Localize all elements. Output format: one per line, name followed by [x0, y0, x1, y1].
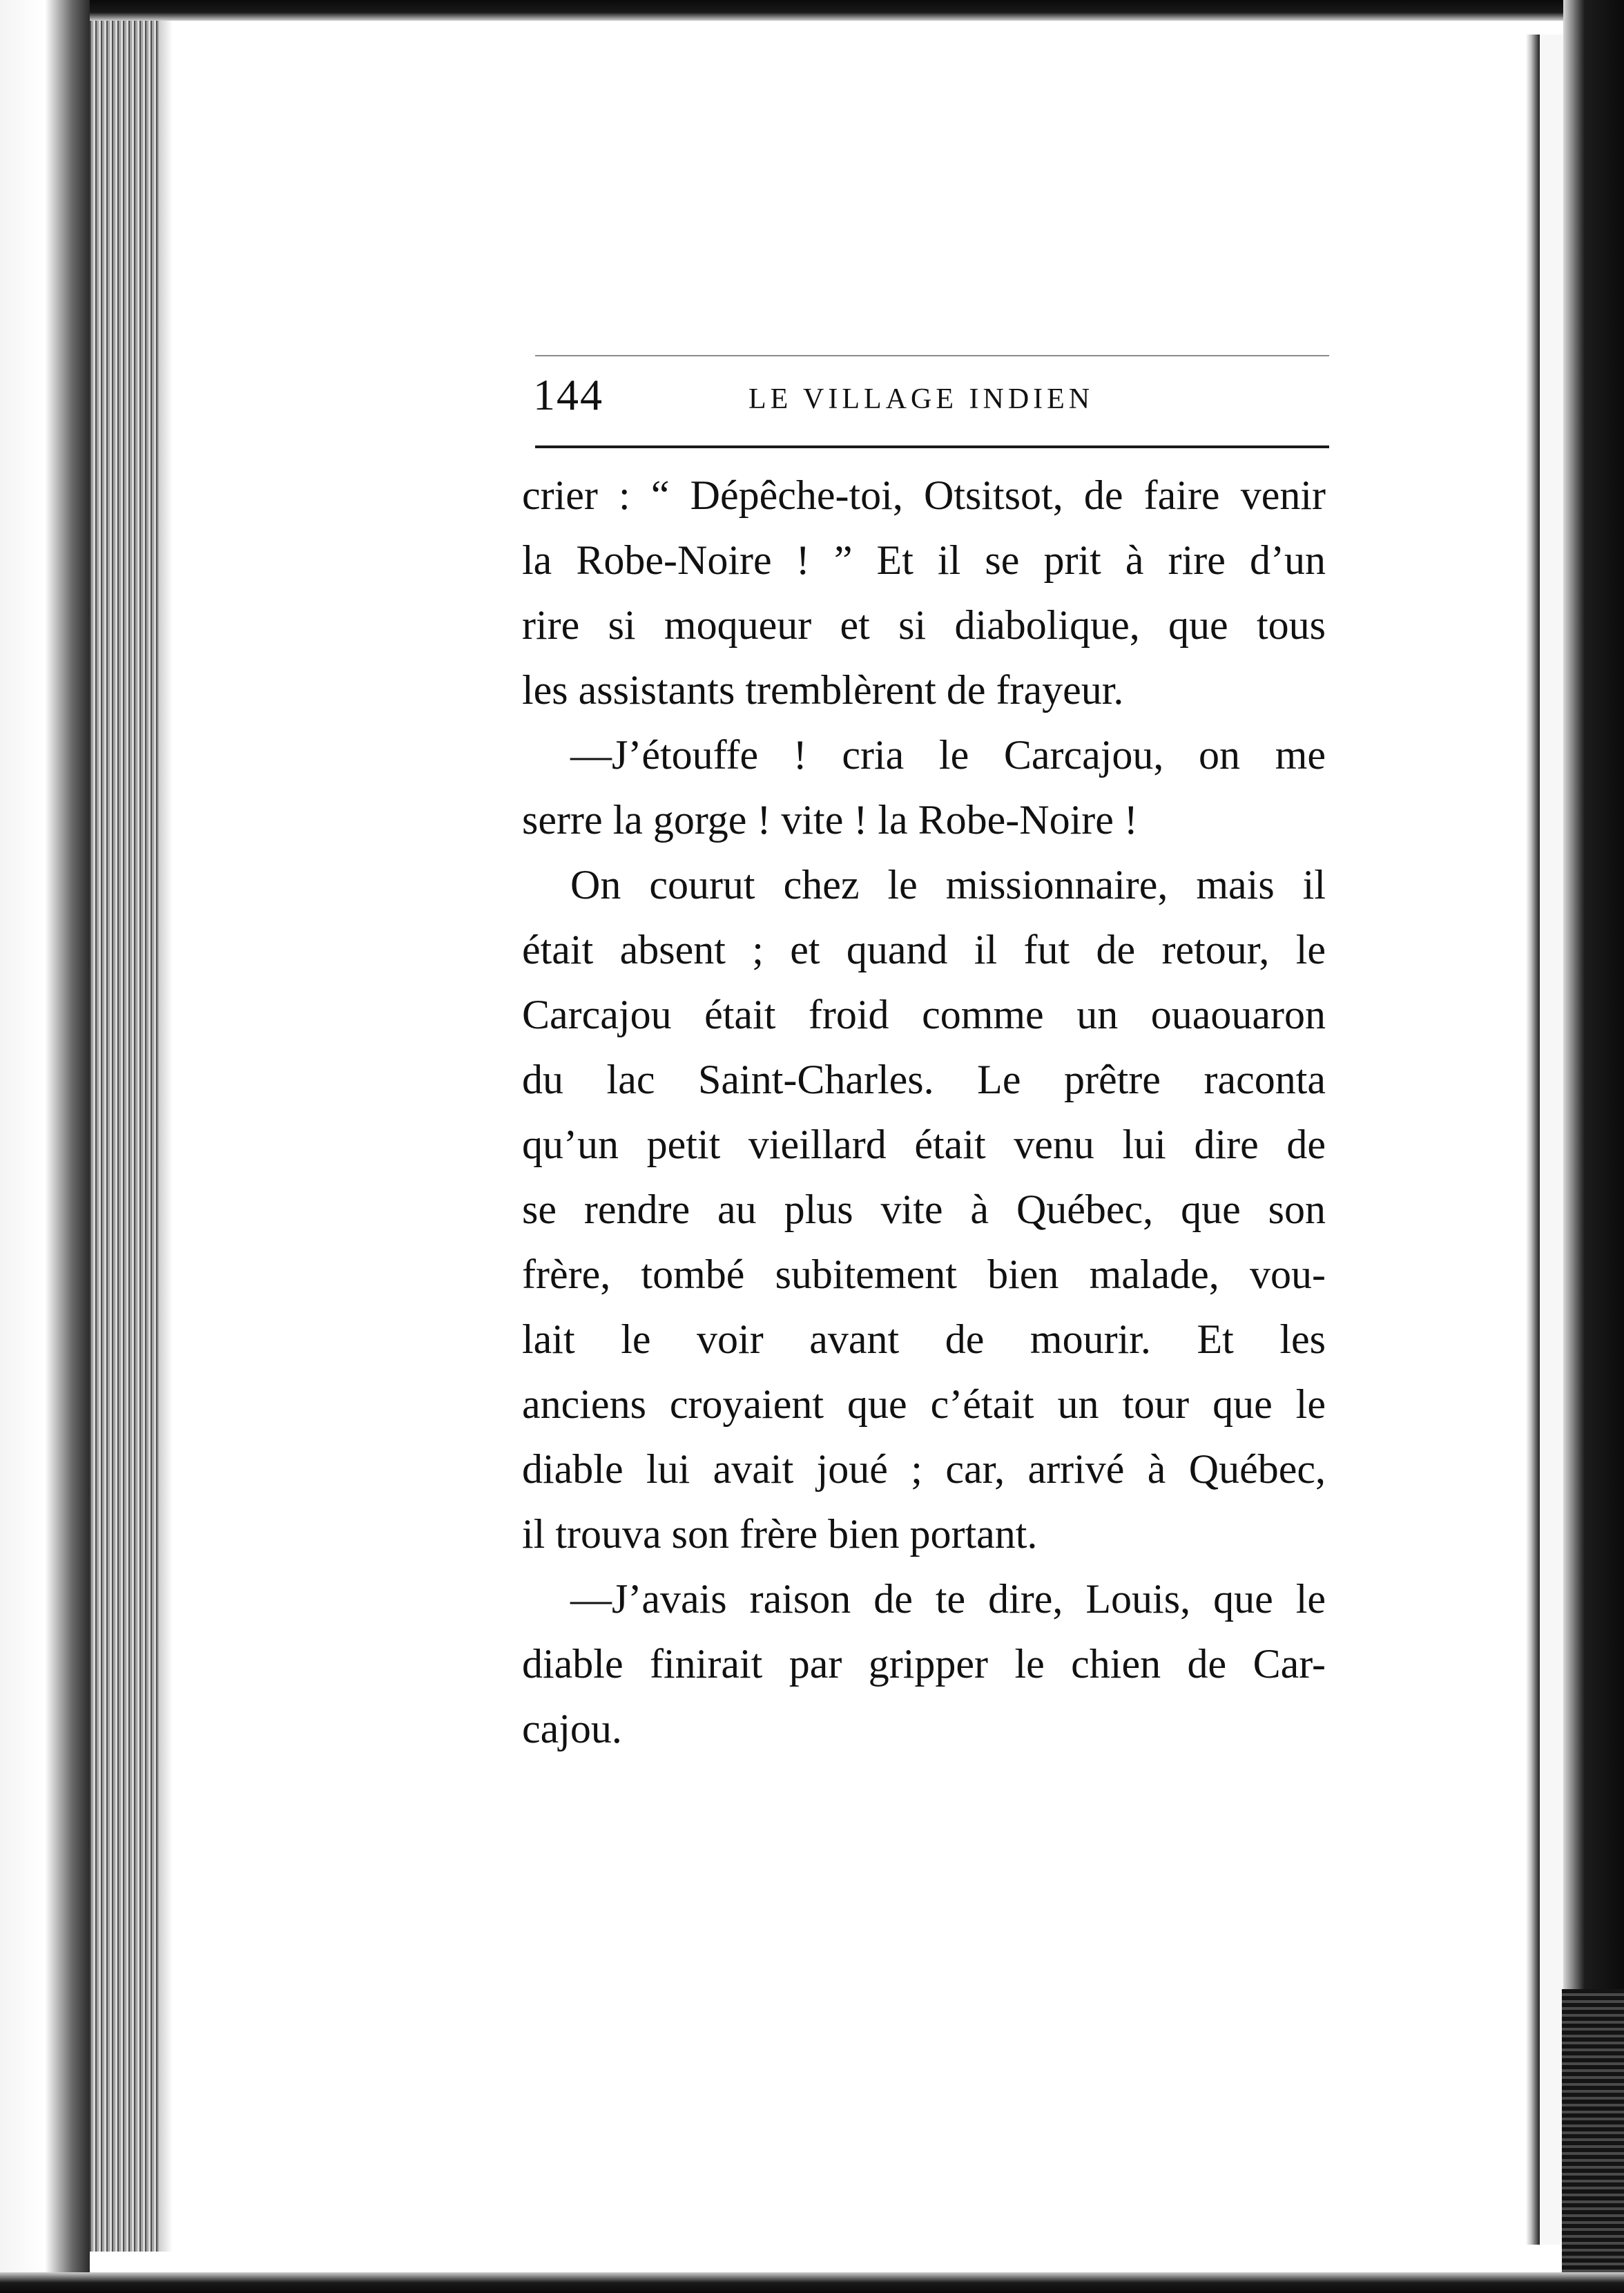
text-line: On courut chez le missionnaire, mais il	[570, 862, 1326, 908]
text-line: était absent ; et quand il fut de retour, le	[522, 927, 1326, 972]
text-line: diable lui avait joué ; car, arrivé à Québec,	[522, 1446, 1326, 1492]
text-line: diable finirait par gripper le chien de Car-	[522, 1641, 1326, 1687]
text-line: la Robe-Noire ! ” Et il se prit à rire d’un	[522, 537, 1326, 583]
text-line: crier : “ Dépêche-toi, Otsitsot, de faire venir	[522, 472, 1326, 518]
text-line: qu’un petit vieillard était venu lui dire de	[522, 1122, 1326, 1167]
binding-shadow	[1526, 35, 1540, 2245]
text-line: frère, tombé subitement bien malade, vou-	[522, 1251, 1326, 1297]
scan-border-left	[0, 0, 90, 2293]
header-rule-top	[535, 355, 1329, 356]
text-line: il trouva son frère bien portant.	[522, 1511, 1038, 1557]
text-line: cajou.	[522, 1706, 622, 1752]
text-line: rire si moqueur et si diabolique, que tous	[522, 602, 1326, 648]
page-number: 144	[533, 370, 603, 419]
facing-page-edge	[1563, 0, 1624, 2293]
text-line: se rendre au plus vite à Québec, que son	[522, 1187, 1326, 1232]
text-line: lait le voir avant de mourir. Et les	[522, 1316, 1326, 1362]
scan-border-top	[0, 0, 1624, 21]
text-line: anciens croyaient que c’était un tour que le	[522, 1381, 1326, 1427]
text-line: du lac Saint-Charles. Le prêtre raconta	[522, 1057, 1326, 1102]
text-line: serre la gorge ! vite ! la Robe-Noire !	[522, 797, 1138, 843]
text-line: —J’étouffe ! cria le Carcajou, on me	[570, 732, 1326, 778]
text-line: Carcajou était froid comme un ouaouaron	[522, 992, 1326, 1037]
page-body	[522, 463, 1326, 1761]
book-page-edges	[90, 21, 159, 2252]
running-head: LE VILLAGE INDIEN	[748, 383, 1094, 415]
text-line: les assistants tremblèrent de frayeur.	[522, 667, 1124, 713]
page-edge-shadow	[159, 21, 173, 2252]
text-line: —J’avais raison de te dire, Louis, que le	[570, 1576, 1326, 1622]
scan-border-bottom	[0, 2272, 1624, 2293]
scan-artifact	[1562, 1989, 1624, 2293]
binding-gap	[1540, 35, 1563, 2245]
header-rule-bottom	[535, 445, 1329, 448]
